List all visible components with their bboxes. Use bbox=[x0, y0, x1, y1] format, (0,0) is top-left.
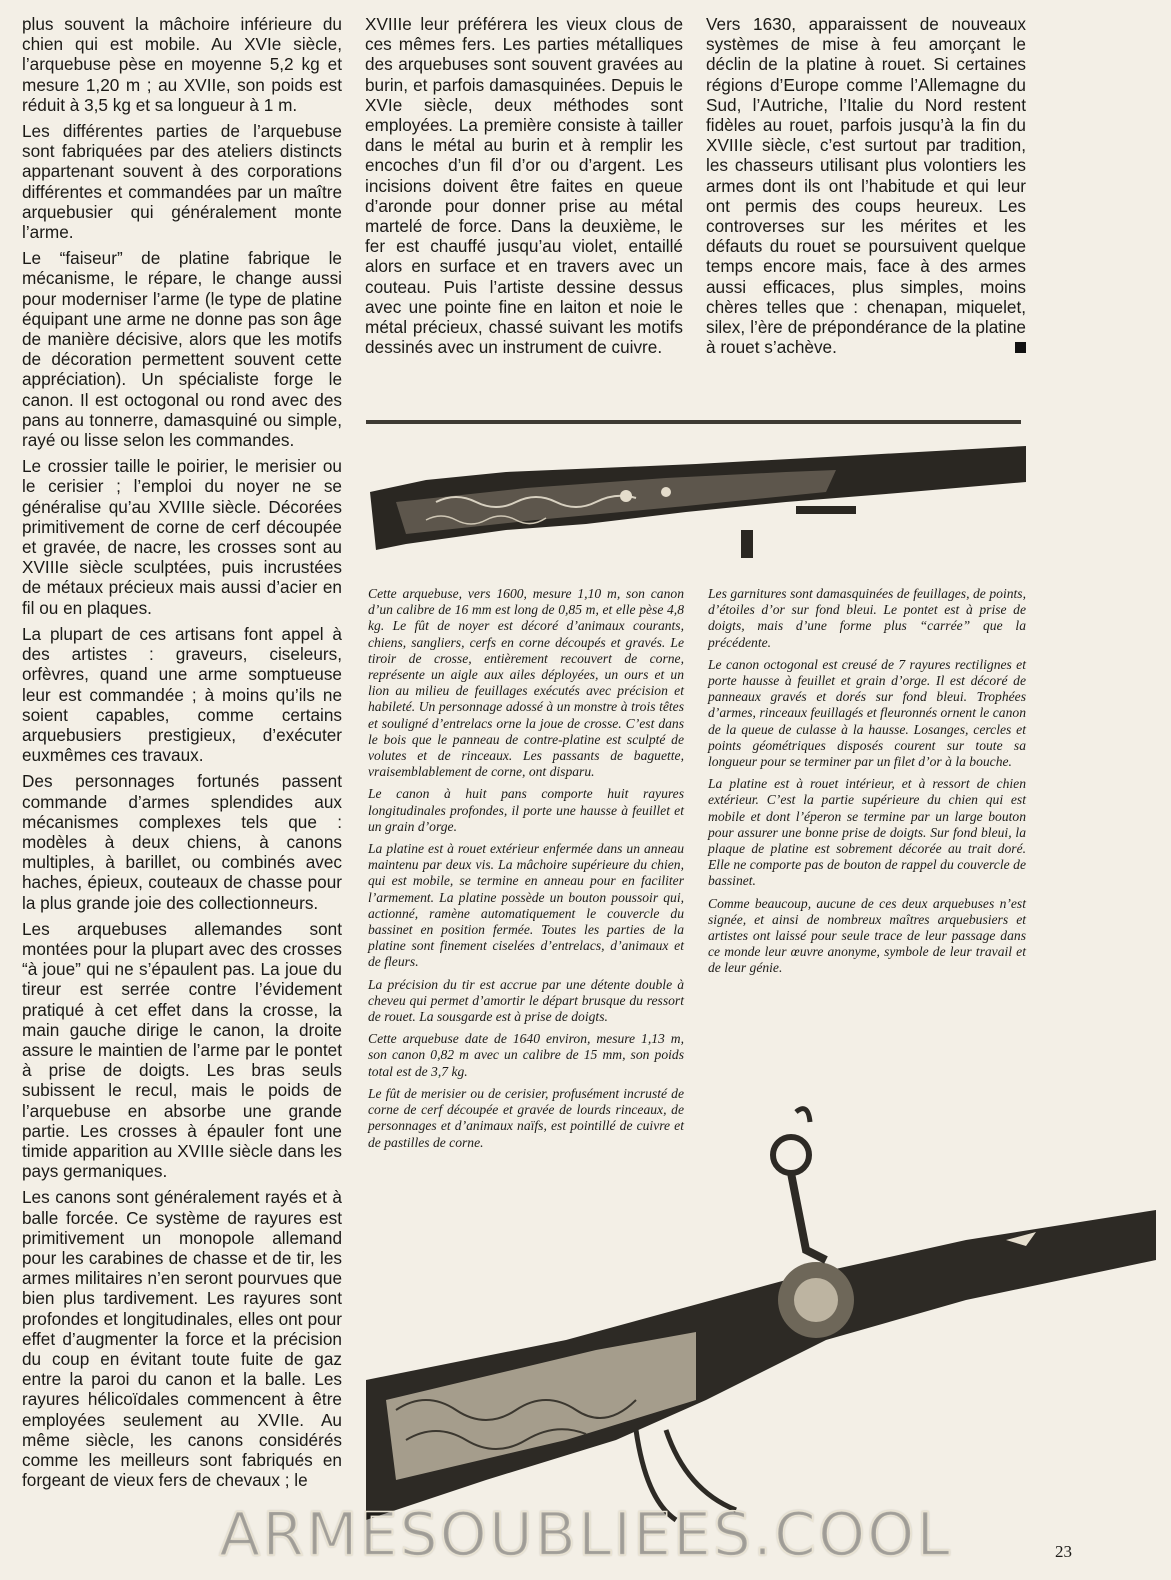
paragraph-text: Vers 1630, apparaissent de nouveaux systèmes de mise à feu amorçant le déclin de la platine à rouet. Si certaines régions d’Europe comme l’Allemagne du Sud, l’Autriche, l’Italie du Nord restent fidèles au rouet, parfois jusqu’à la fin du XVIIIe siècle, c’est surtout par tradition, les chasseurs utilisant plus volontiers les armes dont ils ont l’habitude et qui leur ont permis des coups heureux. Les controverses sur les mérites et les défauts du rouet se poursuivent quelque temps encore mais, face à des armes aussi efficaces, plus simples, moins chères telles que : chenapan, miquelet, silex, l’ère de prépondérance de la platine à rouet s’achève. bbox=[706, 14, 1026, 358]
caption-paragraph: Les garnitures sont damasquinées de feuillages, de points, d’étoiles d’or sur fond bleui. Le pontet est à prise de doigts, mais d’une forme plus “carrée” que la précédente. bbox=[708, 586, 1026, 650]
watermark: ARMESOUBLIEES.COOL bbox=[219, 1500, 952, 1570]
black-square-icon bbox=[1015, 342, 1026, 353]
caption-paragraph: La platine est à rouet extérieur enfermée dans un anneau maintenu par deux vis. La mâchoire supérieure du chien, qui est mobile, se termine en anneau pour en faciliter l’armement. La platine possède un bouton poussoir qui, actionné, ramène automatiquement le couvercle du bassinet en position fermée. Toutes les parties de la platine sont finement ciselées d’entrelacs, d’animaux et de fleurs. bbox=[368, 841, 684, 970]
paragraph: Les canons sont généralement rayés et à balle forcée. Ce système de rayures est primitivement un monopole allemand pour les carabines de chasse et de tir, les armes militaires n’en seront pourvues que bien plus tardivement. Les rayures sont profondes et longitudinales, elles ont pour effet d’augmenter la force et la précision du coup en évitant toute fuite de gaz entre la paroi du canon et la balle. Les rayures hélicoïdales commencent à être employées seulement au XVIIe. Au même siècle, les canons considérés comme les meilleurs sont fabriqués en forgeant de vieux fers de chevaux ; le bbox=[22, 1187, 342, 1491]
caption-paragraph: Cette arquebuse, vers 1600, mesure 1,10 m, son canon d’un calibre de 16 mm est long de 0,85 m, et elle pèse 4,8 kg. Le fût de noyer est décoré d’animaux courants, chiens, sangliers, cerfs en corne découpés et gravés. Le tiroir de crosse, entièrement recouvert de corne, représente un aigle aux ailes déployées, un ours et un lion au milieu de feuillages exécutés avec précision et habileté. Un personnage adossé à un monstre à trois têtes et souligné d’entrelacs orne la joue de crosse. C’est dans le bois que le panneau de contre-platine est sculpté de volutes et de rinceaux. Les passants de baguette, vraisemblablement de corne, ont disparu. bbox=[368, 586, 684, 780]
paragraph: XVIIIe leur préférera les vieux clous de ces mêmes fers. Les parties métalliques des arquebuses sont souvent gravées au burin, et parfois damasquinées. Depuis le XVIe siècle, deux méthodes sont employées. La première consiste à tailler dans le métal au burin et à remplir les encoches d’un fil d’or ou d’argent. Les incisions doivent être faites en queue d’aronde pour donner prise au métal martelé de force. Dans la deuxième, le fer est chauffé jusqu’au violet, entaillé alors en surface et en travers avec un couteau. Puis l’artiste dessine dessus avec une pointe fine en laiton et noie le métal précieux, chassé suivant les motifs dessinés avec un instrument de cuivre. bbox=[365, 14, 683, 358]
text-column-2 bbox=[365, 14, 683, 363]
caption-column-left bbox=[368, 586, 684, 1157]
caption-paragraph: Comme beaucoup, aucune de ces deux arquebuses n’est signée, et ainsi de nombreux maîtres arquebusiers et artistes ont laissé pour seule trace de leur passage dans ce monde leur œuvre anonyme, symbole de leur travail et de leur génie. bbox=[708, 895, 1026, 976]
arquebuse-photo-1 bbox=[366, 432, 1026, 582]
arquebuse-photo-2 bbox=[366, 1100, 1156, 1545]
paragraph: Les différentes parties de l’arquebuse sont fabriquées par des ateliers distincts appartenant souvent à des corporations différentes et commandées par un maître arquebusier qui généralement monte l’arme. bbox=[22, 121, 342, 243]
caption-column-right bbox=[708, 586, 1026, 983]
caption-paragraph: Le canon à huit pans comporte huit rayures longitudinales profondes, il porte une hausse à feuillet et un grain d’orge. bbox=[368, 786, 684, 834]
text-column-1 bbox=[22, 14, 342, 1496]
caption-paragraph: La précision du tir est accrue par une détente double à cheveu qui permet d’amortir le départ brusque du ressort de rouet. La sousgarde est à prise de doigts. bbox=[368, 976, 684, 1025]
paragraph: plus souvent la mâchoire inférieure du chien qui est mobile. Au XVIe siècle, l’arquebuse pèse en moyenne 5,2 kg et mesure 1,20 m ; au XVIIe, son poids est réduit à 3,5 kg et sa longueur à 1 m. bbox=[22, 14, 342, 115]
paragraph: La plupart de ces artisans font appel à des artistes : graveurs, ciseleurs, orfèvres, quand une arme somptueuse leur est commandée ; à moins qu’ils ne soient capables, comme certains arquebusiers prestigieux, d’exécuter euxmêmes ces travaux. bbox=[22, 623, 342, 766]
caption-paragraph: La platine est à rouet intérieur, et à ressort de chien extérieur. C’est la partie supérieure du chien qui est mobile et dont l’éperon se termine par un large bouton pour assurer une bonne prise de doigts. Sur fond bleui, la plaque de platine est sobrement décorée au trait doré. Elle ne comporte pas de bouton de rappel du couvercle de bassinet. bbox=[708, 776, 1026, 889]
paragraph: Le crossier taille le poirier, le merisier ou le cerisier ; l’emploi du noyer ne se généralise qu’au XVIIIe siècle. Décorées primitivement de corne de cerf découpée et gravée, de nacre, les crosses sont au XVIIIe siècle sculptées, puis incrustées de métaux précieux mais aussi d’acier en fil ou en plaques. bbox=[22, 456, 342, 618]
paragraph: Les arquebuses allemandes sont montées pour la plupart avec des crosses “à joue” qui ne s’épaulent pas. La joue du tireur est serrée contre l’évidement pratiqué à cet effet dans la crosse, la main gauche dirige le canon, la droite assure le maintien de l’arme par le pontet à prise de doigts. Les bras seuls subissent le recul, mais le poids de l’arquebuse en absorbe une grande partie. Les crosses à épauler font une timide apparition au XVIIIe siècle dans les pays germaniques. bbox=[22, 918, 342, 1182]
caption-paragraph: Cette arquebuse date de 1640 environ, mesure 1,13 m, son canon 0,82 m avec un calibre de 15 mm, son poids total est de 3,7 kg. bbox=[368, 1031, 684, 1079]
separator-rule bbox=[366, 420, 1021, 424]
paragraph: Des personnages fortunés passent commande d’armes splendides aux mécanismes complexes tels que : modèles à deux chiens, à canons multiples, à barillet, ou combinés avec haches, épieux, couteaux de chasse pour la plus grande joie des collectionneurs. bbox=[22, 771, 342, 913]
caption-paragraph: Le canon octogonal est creusé de 7 rayures rectilignes et porte hausse à feuillet et grain d’orge. Il est décoré de panneaux gravés et dorés sur fond bleui. Trophées d’armes, rinceaux feuillagés et fleuronnés ornent le canon de la queue de culasse à la hausse. Losanges, cercles et points géométriques disposés courent sur toute sa longueur pour se terminer par un filet d’or à la bouche. bbox=[708, 656, 1026, 770]
paragraph: Le “faiseur” de platine fabrique le mécanisme, le répare, le change aussi pour moderniser l’arme (le type de platine équipant une arme ne donne pas son âge de manière décisive, alors que les motifs de décoration permettent souvent cette appréciation). Un spécialiste forge le canon. Il est octogonal ou rond avec des pans au tonnerre, damasquiné ou simple, rayé ou lisse selon les commandes. bbox=[22, 248, 342, 451]
caption-paragraph: Le fût de merisier ou de cerisier, profusément incrusté de corne de cerf découpée et gravée de lourds rinceaux, de personnages et d’animaux naïfs, est pointillé de cuivre et de pastilles de corne. bbox=[368, 1085, 684, 1150]
text-column-3 bbox=[706, 14, 1026, 363]
page-number: 23 bbox=[1055, 1542, 1072, 1561]
paragraph bbox=[706, 14, 1026, 357]
